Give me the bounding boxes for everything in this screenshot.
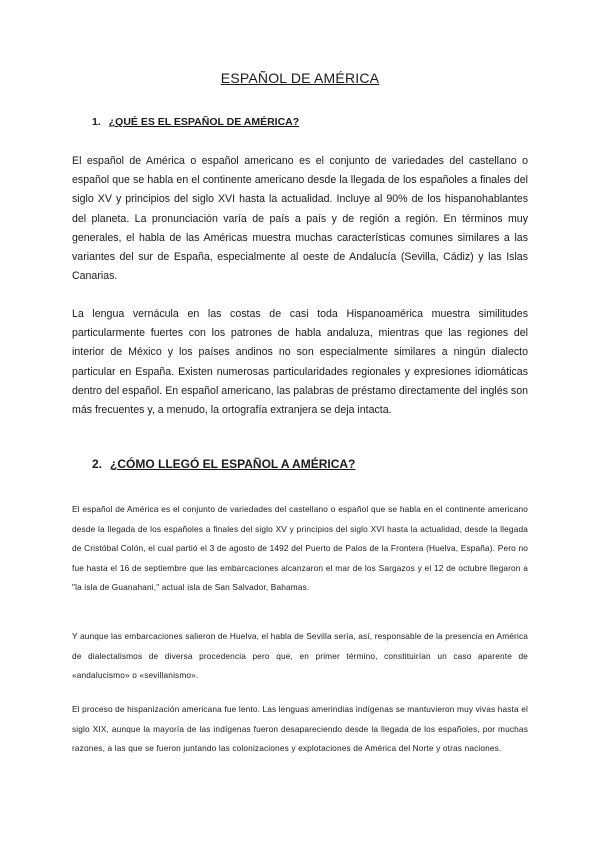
section-1-paragraph-2: La lengua vernácula en las costas de casi toda Hispanoamérica muestra similitudes particularmente fuertes con los patrones de habla andaluza, mientras que las regiones del interior de México y los países andinos no son especialmente similares a ningún dialecto particular en España. Existen numerosas particularidades regionales y expresiones idiomáticas dentro del español. En español americano, las palabras de préstamo directamente del inglés son más frecuentes y, a menudo, la ortografía extranjera se deja intacta. <box>72 308 528 417</box>
section-heading-2 <box>92 457 355 471</box>
document-title: ESPAÑOL DE AMÉRICA <box>220 70 380 86</box>
section-number-1: 1. <box>92 116 101 128</box>
section-2-paragraph-2: Y aunque las embarcaciones salieron de Huelva, el habla de Sevilla sería, así, responsable de la presencia en América de dialectalismos de diversa procedencia pero que, en primer término, constituirían un caso aparente de «andalucismo» o «sevillanismo». <box>72 631 529 681</box>
section-1-paragraph-1: El español de América o español americano es el conjunto de variedades del castellano o español que se habla en el continente americano desde la llegada de los españoles a finales del siglo XV y principios del siglo XVI hasta la actualidad. Incluye al 90% de los hispanohablantes del planeta. La pronunciación varía de país a país y de región a región. En términos muy generales, el habla de las Américas muestra muchas características comunes similares a las variantes del sur de España, especialmente al oeste de Andalucía (Sevilla, Cádiz) y las Islas Canarias. <box>72 155 528 283</box>
section-2-paragraph-3: El proceso de hispanización americana fue lento. Las lenguas amerindias indígenas se mantuvieron muy vivas hasta el siglo XIX, aunque la mayoría de las indígenas fueron desapareciendo desde la llegada de los españoles, por muchas razones, a las que se fueron juntando las colonizaciones y explotaciones de América del Norte y otras naciones. <box>72 704 528 754</box>
section-number-2: 2. <box>92 457 103 471</box>
section-heading-1-text: ¿QUÉ ES EL ESPAÑOL DE AMÉRICA? <box>108 116 300 128</box>
section-heading-2-text: ¿CÓMO LLEGÓ EL ESPAÑOL A AMÉRICA? <box>110 457 356 471</box>
section-heading-1 <box>92 116 299 128</box>
section-2-paragraph-1: El español de América es el conjunto de variedades del castellano o español que se habla en el continente americano desde la llegada de los españoles a finales del siglo XV y principios del siglo XVI hasta la actualidad, desde la llegada de Cristóbal Colón, el cual partió el 3 de agosto de 1492 del Puerto de Palos de la Frontera (Huelva, España). Pero no fue hasta el 16 de septiembre que las embarcaciones alcanzaron el mar de los Sargazos y el 12 de octubre llegaron a "la isla de Guanahani," actual isla de San Salvador, Bahamas. <box>72 504 528 593</box>
